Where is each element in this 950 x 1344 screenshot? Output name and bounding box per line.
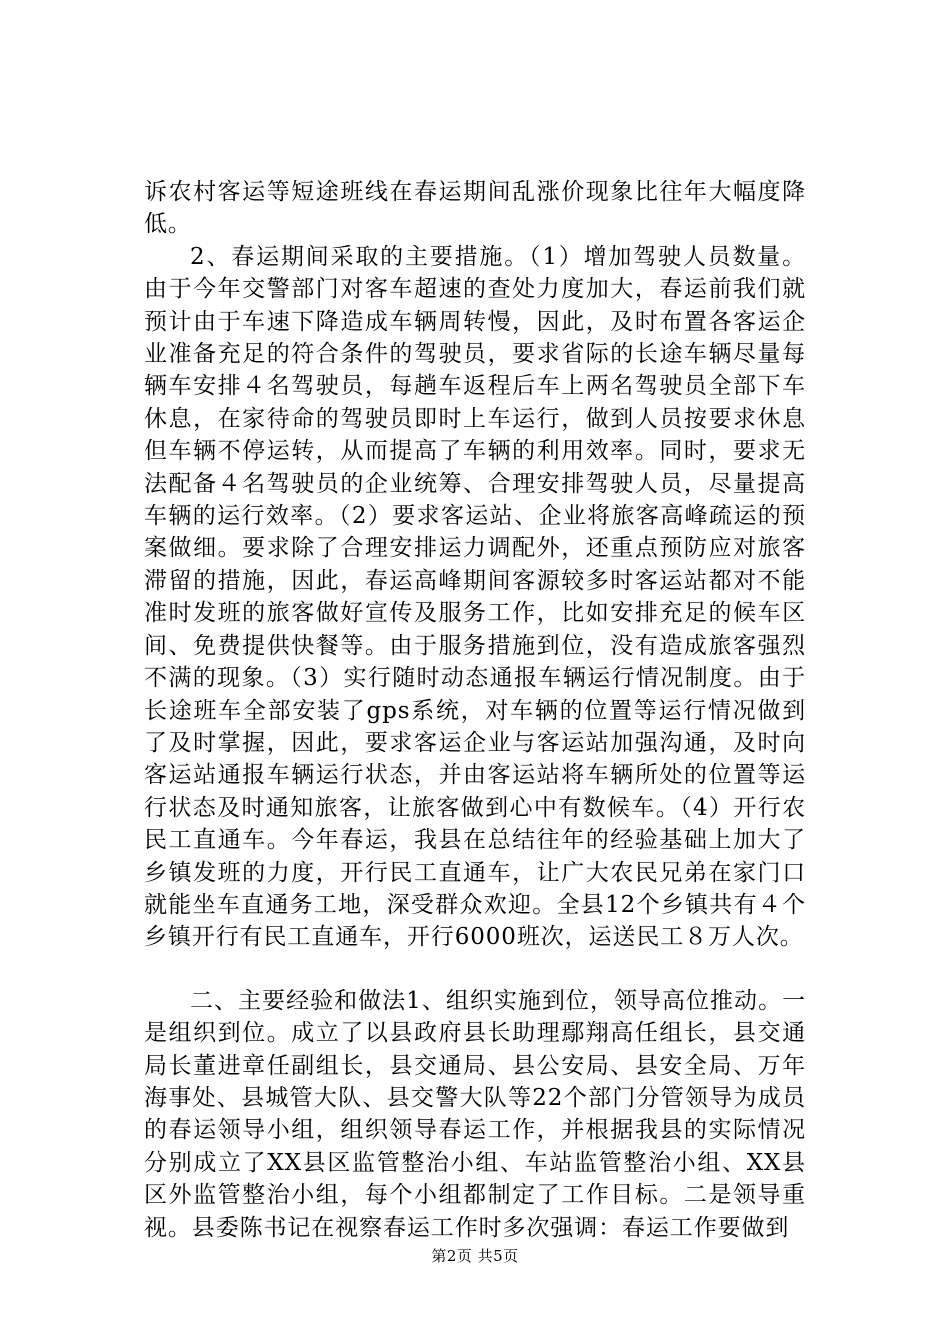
paragraph-experience: 二、主要经验和做法1、组织实施到位，领导高位推动。一是组织到位。成立了以县政府县长助理鄢翔高任组长，县交通局长董进章任副组长，县交通局、县公安局、县安全局、万年海事处、县城管大队、县交警大队等22个部门分管领导为成员的春运领导小组，组织领导春运工作，并根据我县的实际情况分别成立了XX县区监管整治小组、车站监管整治小组、XX县区外监管整治小组，每个小组都制定了工作目标。二是领导重视。县委陈书记在视察春运工作时多次强调：春运工作要做到 [144,987,806,1241]
paragraph-main-measures: 2、春运期间采取的主要措施。（1）增加驾驶人员数量。由于今年交警部门对客车超速的查处力度加大，春运前我们就预计由于车速下降造成车辆周转慢，因此，及时布置各客运企业准备充足的符合条件的驾驶员，要求省际的长途车辆尽量每辆车安排４名驾驶员，每趟车返程后车上两名驾驶员全部下车休息，在家待命的驾驶员即时上车运行，做到人员按要求休息但车辆不停运转，从而提高了车辆的利用效率。同时，要求无法配备４名驾驶员的企业统筹、合理安排驾驶人员，尽量提高车辆的运行效率。（2）要求客运站、企业将旅客高峰疏运的预案做细。要求除了合理安排运力调配外，还重点预防应对旅客滞留的措施，因此，春运高峰期间客源较多时客运站都对不能准时发班的旅客做好宣传及服务工作，比如安排充足的候车区间、免费提供快餐等。由于服务措施到位，没有造成旅客强烈不满的现象。（3）实行随时动态通报车辆运行情况制度。由于长途班车全部安装了gps系统，对车辆的位置等运行情况做到了及时掌握，因此，要求客运企业与客运站加强沟通，及时向客运站通报车辆运行状态，并由客运站将车辆所处的位置等运行状态及时通知旅客，让旅客做到心中有数候车。（4）开行农民工直通车。今年春运，我县在总结往年的经验基础上加大了乡镇发班的力度，开行民工直通车，让广大农民兄弟在家门口就能坐车直通务工地，深受群众欢迎。全县12个乡镇共有４个乡镇开行有民工直通车，开行6000班次，运送民工８万人次。 [144,243,806,951]
document-body [144,176,806,1244]
page-number-footer: 第2页 共5页 [431,1247,519,1265]
paragraph-continuation: 诉农村客运等短途班线在春运期间乱涨价现象比往年大幅度降低。 [144,179,806,238]
